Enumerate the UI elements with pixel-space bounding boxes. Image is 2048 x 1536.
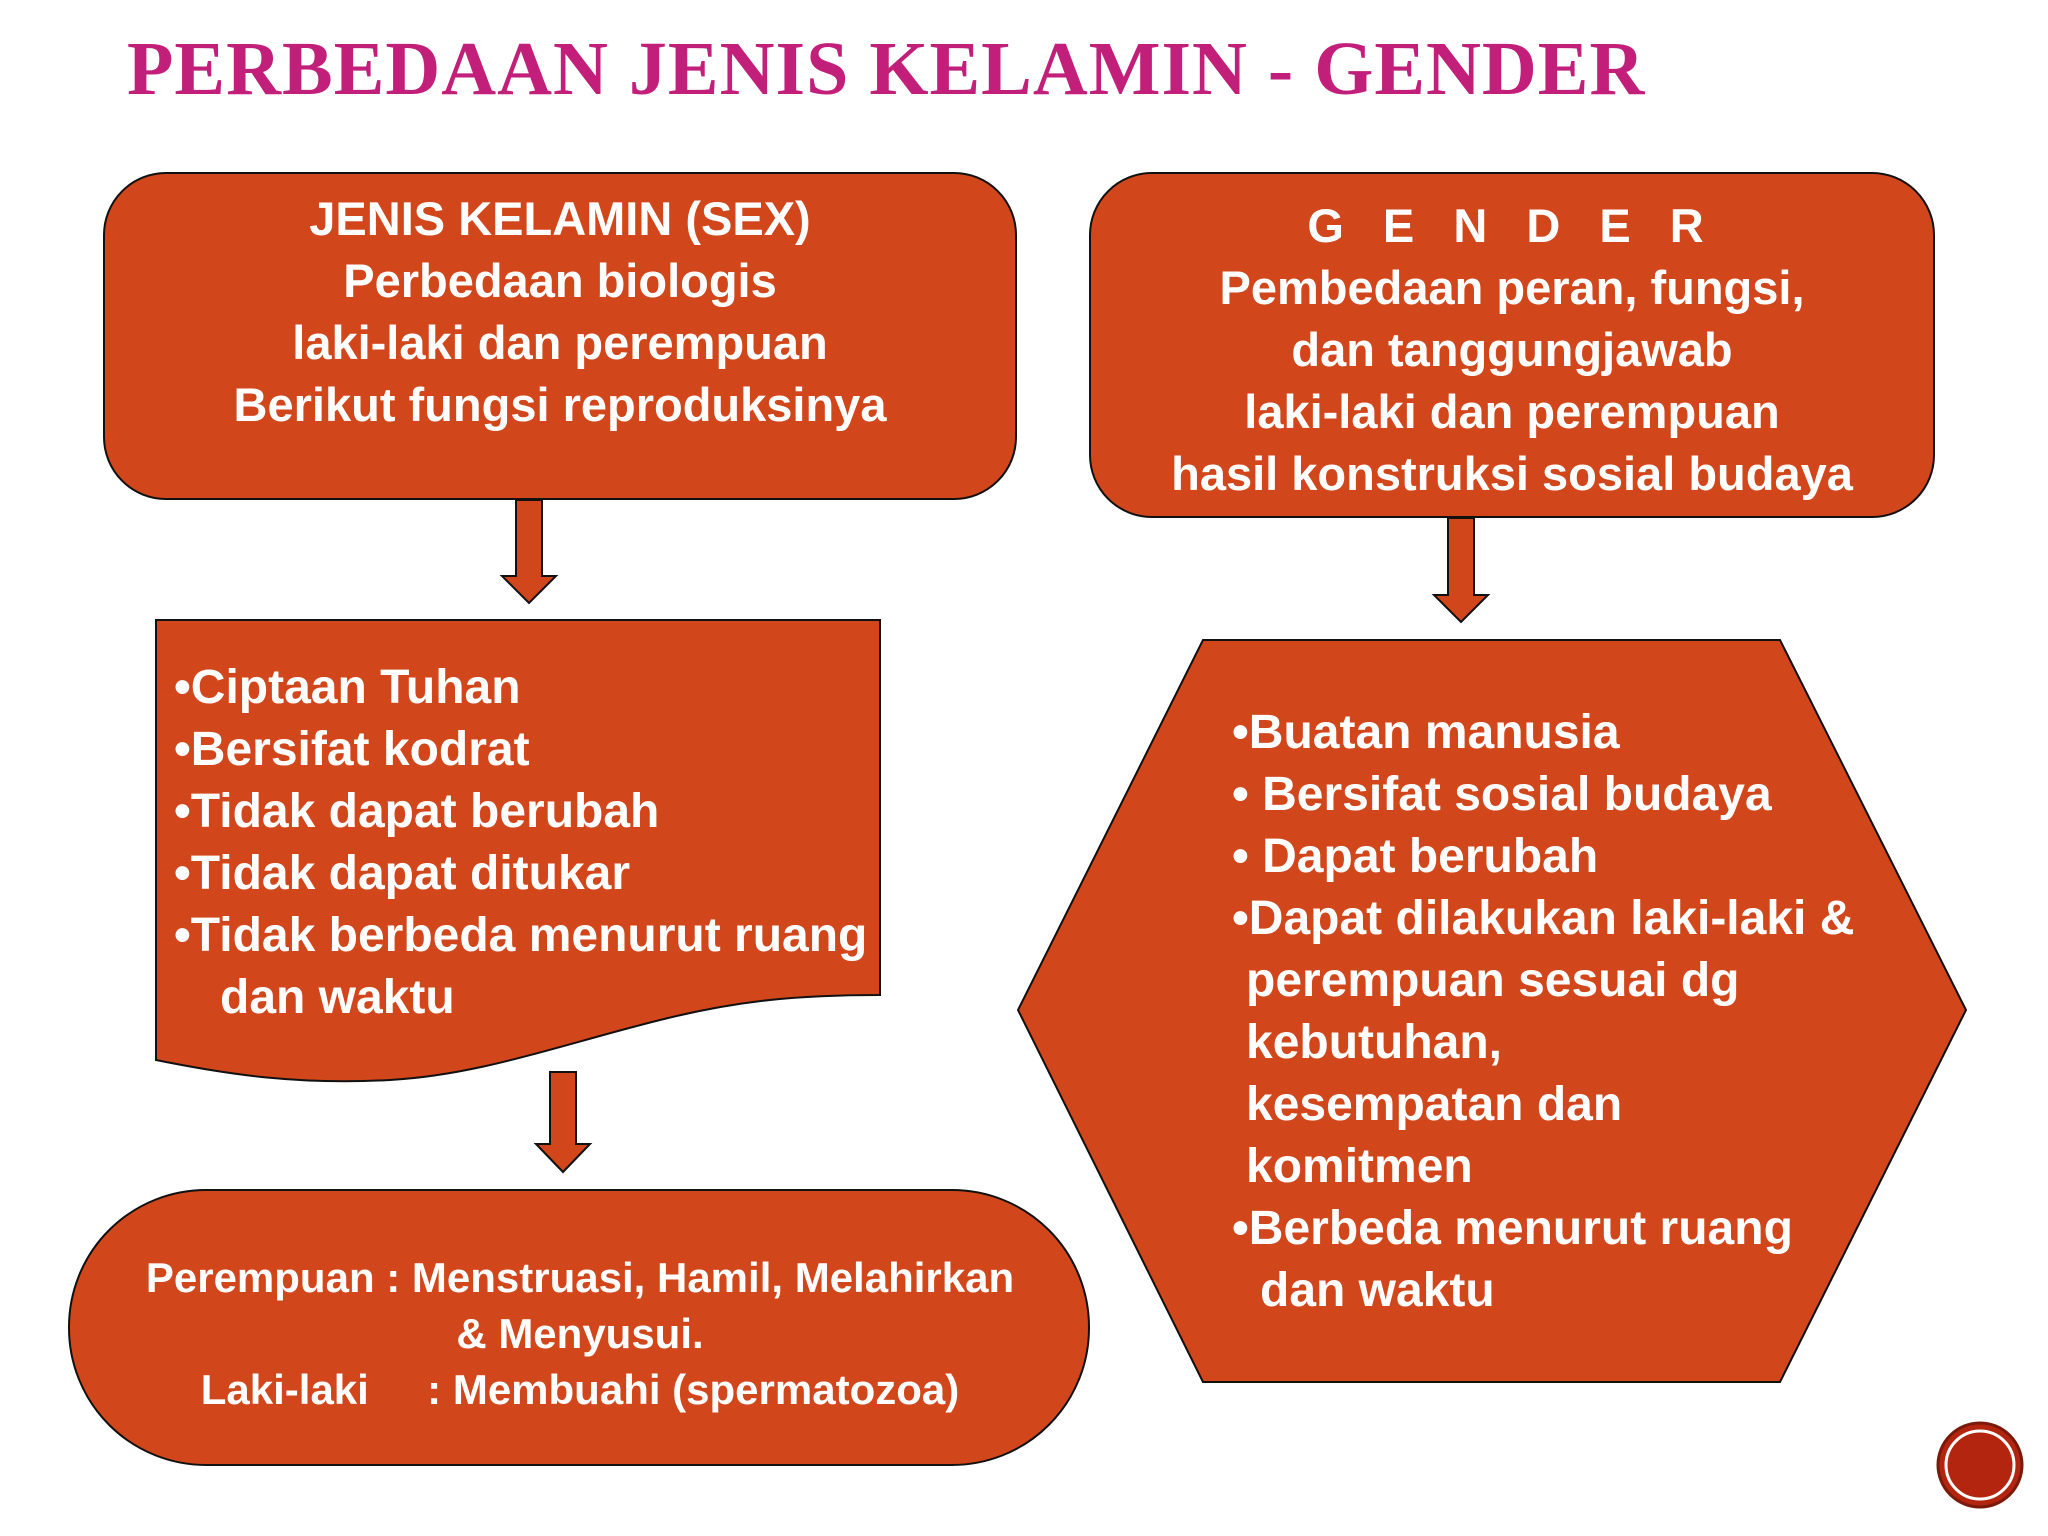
list-item-continuation: perempuan sesuai dg — [1246, 954, 1740, 1007]
list-item: •Bersifat kodrat — [174, 723, 530, 776]
list-item-continuation: dan waktu — [220, 971, 455, 1024]
page-title: PERBEDAAN JENIS KELAMIN - GENDER — [127, 27, 1646, 111]
gender-traits-list — [1232, 702, 1854, 1322]
list-item: •Buatan manusia — [1232, 706, 1620, 759]
gender-box-text — [1090, 195, 1934, 505]
list-item-continuation: komitmen — [1246, 1140, 1473, 1193]
sex-box-line: Berikut fungsi reproduksinya — [233, 378, 887, 431]
sex-box-text — [104, 188, 1016, 436]
biological-functions-text — [70, 1250, 1090, 1418]
gender-box-heading: G E N D E R — [1307, 199, 1717, 252]
list-item: •Dapat dilakukan laki-laki & — [1232, 892, 1855, 945]
sex-traits-list — [174, 657, 867, 1029]
gender-box-line: Pembedaan peran, fungsi, — [1219, 261, 1805, 314]
down-arrow-icon — [536, 1072, 590, 1172]
nav-circle-button-icon[interactable] — [1938, 1423, 2022, 1507]
list-item: •Berbeda menurut ruang — [1232, 1202, 1793, 1255]
gender-box-line: dan tanggungjawab — [1291, 323, 1733, 376]
list-item: •Tidak berbeda menurut ruang — [174, 909, 868, 962]
list-item: •Tidak dapat berubah — [174, 785, 660, 838]
down-arrow-icon — [502, 500, 556, 603]
list-item: • Dapat berubah — [1232, 830, 1599, 883]
sex-box-line: laki-laki dan perempuan — [292, 316, 828, 369]
list-item-continuation: kebutuhan, — [1246, 1016, 1503, 1069]
gender-box-line: laki-laki dan perempuan — [1244, 385, 1780, 438]
male-function-line: Laki-laki : Membuahi (spermatozoa) — [200, 1366, 960, 1413]
list-item-continuation: kesempatan dan — [1246, 1078, 1623, 1131]
sex-box-line: Perbedaan biologis — [343, 254, 777, 307]
list-item: •Ciptaan Tuhan — [174, 661, 521, 714]
down-arrow-icon — [1434, 518, 1488, 622]
female-function-line: Perempuan : Menstruasi, Hamil, Melahirkan — [145, 1254, 1015, 1301]
list-item: • Bersifat sosial budaya — [1232, 768, 1772, 821]
list-item-continuation: dan waktu — [1260, 1264, 1495, 1317]
sex-box-heading: JENIS KELAMIN (SEX) — [309, 192, 811, 245]
female-function-line: & Menyusui. — [456, 1310, 704, 1357]
gender-box-line: hasil konstruksi sosial budaya — [1171, 447, 1853, 500]
list-item: •Tidak dapat ditukar — [174, 847, 631, 900]
